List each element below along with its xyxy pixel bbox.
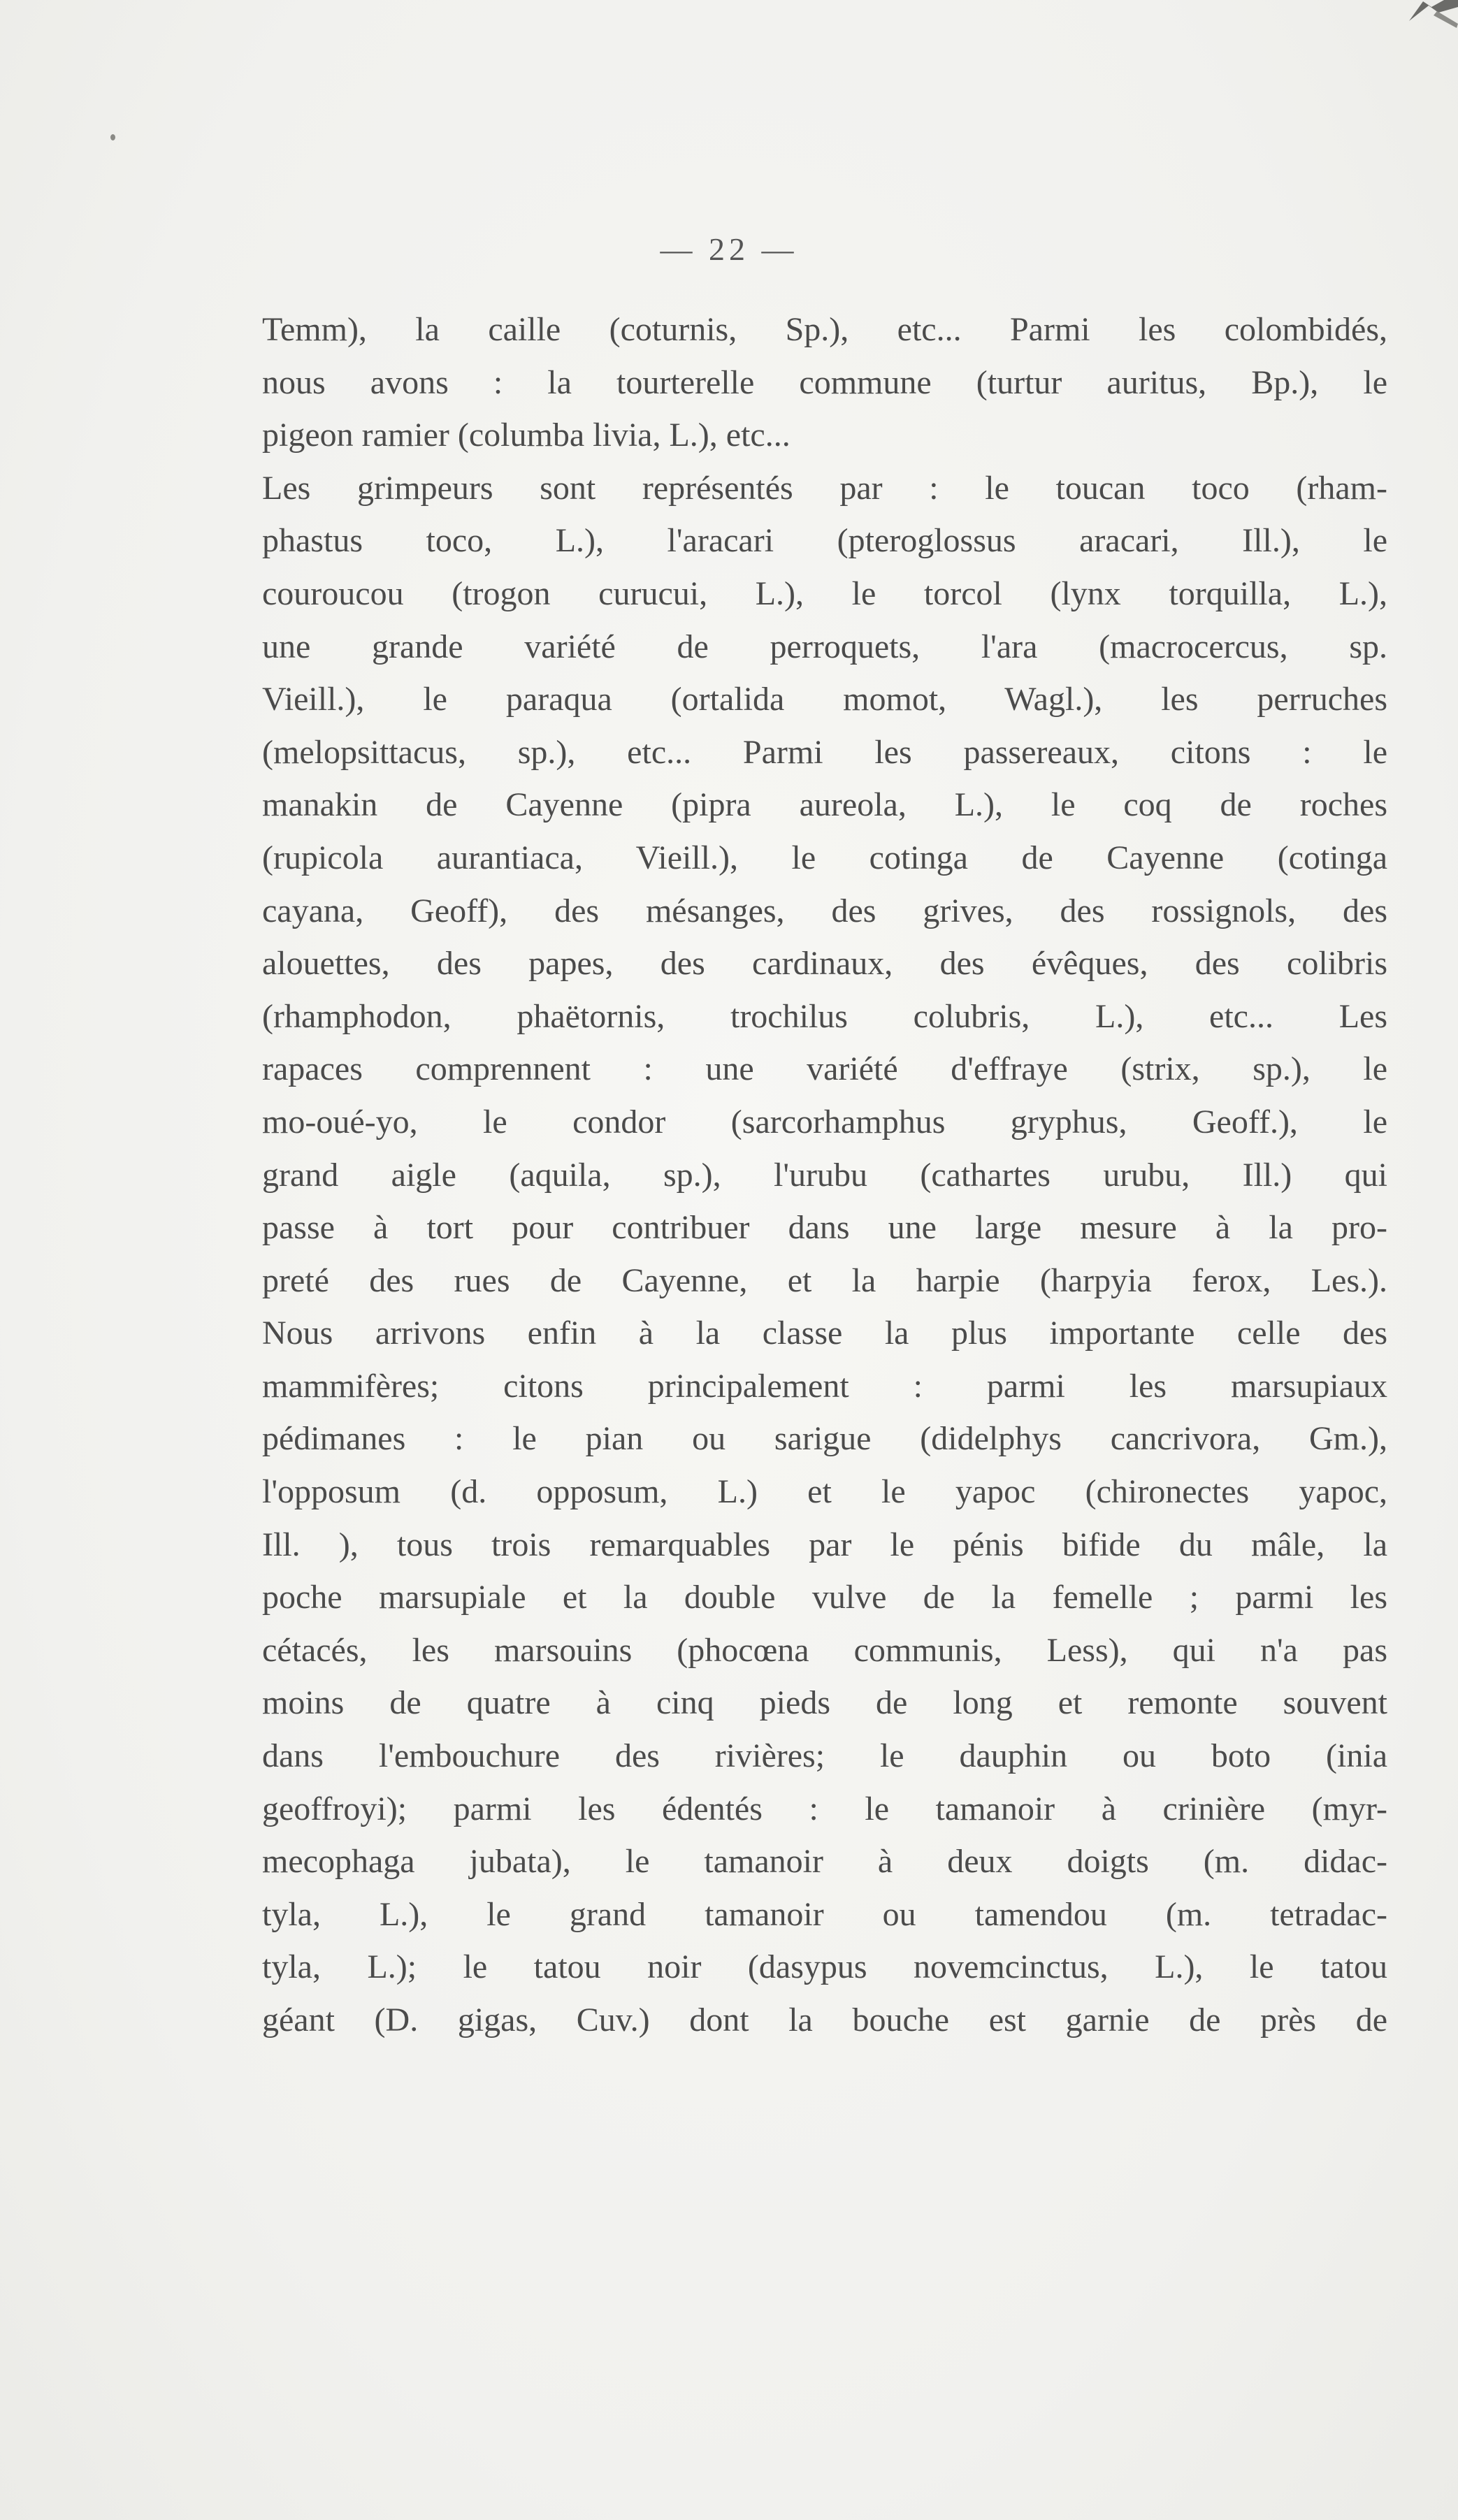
text-line: Vieill.), le paraqua (ortalida momot, Wagl.), les perruches	[262, 681, 1387, 718]
text-line: (rhamphodon, phaëtornis, trochilus colubris, L.), etc... Les	[262, 997, 1387, 1035]
corner-tab-mark	[1395, 0, 1458, 49]
text-line: tyla, L.), le grand tamanoir ou tamendou (m. tetradac-	[262, 1895, 1387, 1933]
text-line: dans l'embouchure des rivières; le dauphin ou boto (inia	[262, 1737, 1387, 1775]
text-line: tyla, L.); le tatou noir (dasypus novemcinctus, L.), le tatou	[262, 1948, 1387, 1986]
text-line: passe à tort pour contribuer dans une large mesure à la pro-	[262, 1209, 1387, 1247]
text-line: Ill. ), tous trois remarquables par le pénis bifide du mâle, la	[262, 1526, 1387, 1563]
text-line: géant (D. gigas, Cuv.) dont la bouche est garnie de près de	[262, 2001, 1387, 2039]
text-line: poche marsupiale et la double vulve de la femelle ; parmi les	[262, 1579, 1387, 1616]
text-line: pédimanes : le pian ou sarigue (didelphys cancrivora, Gm.),	[262, 1420, 1387, 1458]
text-line: mo-oué-yo, le condor (sarcorhamphus gryphus, Geoff.), le	[262, 1103, 1387, 1140]
text-line: rapaces comprennent : une variété d'effraye (strix, sp.), le	[262, 1050, 1387, 1088]
text-line: (rupicola aurantiaca, Vieill.), le cotinga de Cayenne (cotinga	[262, 839, 1387, 876]
text-line: Temm), la caille (coturnis, Sp.), etc... Parmi les colombidés,	[262, 311, 1387, 348]
text-line: phastus toco, L.), l'aracari (pteroglossus aracari, Ill.), le	[262, 522, 1387, 560]
text-line: cayana, Geoff), des mésanges, des grives, des rossignols, des	[262, 892, 1387, 929]
text-line: mecophaga jubata), le tamanoir à deux doigts (m. didac-	[262, 1843, 1387, 1881]
text-line: grand aigle (aquila, sp.), l'urubu (cathartes urubu, Ill.) qui	[262, 1156, 1387, 1194]
page-number: — 22 —	[660, 231, 798, 267]
text-line: pigeon ramier (columba livia, L.), etc...	[262, 417, 791, 454]
text-line: couroucou (trogon curucui, L.), le torcol (lynx torquilla, L.),	[262, 574, 1387, 612]
text-line: mammifères; citons principalement : parmi les marsupiaux	[262, 1367, 1387, 1405]
text-line: preté des rues de Cayenne, et la harpie (harpyia ferox, Les.).	[262, 1261, 1387, 1299]
text-line: alouettes, des papes, des cardinaux, des évêques, des colibris	[262, 945, 1387, 983]
text-line: Les grimpeurs sont représentés par : le toucan toco (rham-	[262, 469, 1387, 507]
text-line: (melopsittacus, sp.), etc... Parmi les passereaux, citons : le	[262, 733, 1387, 771]
text-line: nous avons : la tourterelle commune (turtur auritus, Bp.), le	[262, 363, 1387, 401]
body-text	[262, 303, 1387, 2047]
text-line: manakin de Cayenne (pipra aureola, L.), le coq de roches	[262, 786, 1387, 824]
text-line: moins de quatre à cinq pieds de long et remonte souvent	[262, 1684, 1387, 1722]
ink-speck	[110, 134, 115, 140]
text-line: Nous arrivons enfin à la classe la plus importante celle des	[262, 1315, 1387, 1352]
text-line: une grande variété de perroquets, l'ara (macrocercus, sp.	[262, 628, 1387, 665]
text-line: cétacés, les marsouins (phocœna communis, Less), qui n'a pas	[262, 1631, 1387, 1669]
text-line: l'opposum (d. opposum, L.) et le yapoc (chironectes yapoc,	[262, 1473, 1387, 1511]
text-line: geoffroyi); parmi les édentés : le tamanoir à crinière (myr-	[262, 1790, 1387, 1827]
